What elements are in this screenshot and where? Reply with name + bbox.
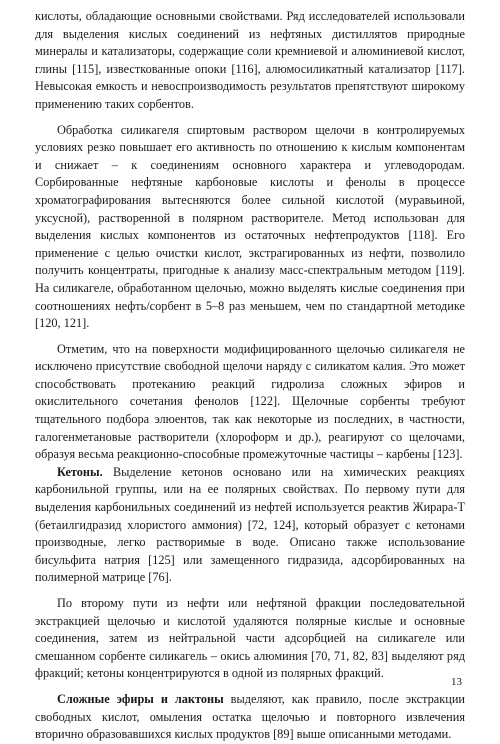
paragraph-text: выделяют, как правило, после экстракции свободных кислот, омыления остатка щелочью и повторного извлечения вторично образовавшихся кислых продуктов [89] выше описанными методами. [35, 691, 465, 742]
paragraph-second-path [35, 595, 465, 683]
paragraph-text: кислоты, обладающие основными свойствами. Ряд исследователей использовали для выделения кислых соединений из нефтяных дистиллятов природные минералы и катализаторы, содержащие соли кремниевой и алюминиевой кислот, глины [115], известкованные опоки [116], алюмосиликатный катализатор [117]. Невысокая емкость и невоспроизводимость результатов препятствуют широкому применению таких сорбентов. [35, 9, 465, 111]
paragraph-alkali-note [35, 341, 465, 464]
paragraph-text: Отметим, что на поверхности модифицированного щелочью силикагеля не исключено присутствие свободной щелочи наряду с силикатом калия. Это может способствовать протеканию реакций гидролиза сложных эфиров и окислительного сочетания фенолов [122]. Щелочные сорбенты требуют тщательного подбора элюентов, так как некоторые из последних, в частности, галогенметановые растворители (хлороформ и др.), реагируют со щелочами, образуя весьма реакционно-способные промежуточные частицы – карбены [123]. [35, 341, 465, 462]
paragraph-ketones [35, 464, 465, 587]
paragraph-silica-treatment [35, 122, 465, 333]
paragraph-continuation [35, 8, 465, 114]
paragraph-text: Обработка силикагеля спиртовым раствором щелочи в контролируемых условиях резко повышает его активность по отношению к кислым компонентам и снижает – к соединениям основного характера и углеводородам. Сорбированные нефтяные карбоновые кислоты и фенолы в процессе хроматографирования вытесняются более сильной кислотой (муравьиной, уксусной), растворенной в полярном растворителе. Метод использован для выделения кислых компонентов из остаточных нефтепродуктов [118]. Его применение с целью очистки кислот, экстрагированных из нефти, позволило получить концентраты, пригодные к анализу масс-спектральным методом [119]. На силикагеле, обработанном щелочью, можно выделять кислые соединения при соотношениях нефть/сорбент в 5–8 раз меньшем, чем по стандартной методике [120, 121]. [35, 122, 465, 331]
page-number: 13 [451, 676, 462, 688]
paragraph-text: Выделение кетонов основано или на химических реакциях карбонильной группы, или на ее полярных свойствах. По первому пути для выделения карбонильных соединений из нефтей используется реактив Жирара-Т (бетаилгидразид хлористого аммония) [72, 124], который образует с кетонами производные, легко растворимые в воде. Описано также использование бисульфита натрия [125] или замещенного гидразида, адсорбированных на полимерной матрице [76]. [35, 464, 465, 585]
paragraph-text: По второму пути из нефти или нефтяной фракции последовательной экстракцией щелочью и кислотой удаляются полярные кислые и основные соединения, затем из нейтральной части адсорбцией на силикагеле или смешанном сорбенте силикагель – окись алюминия [70, 71, 82, 83] выделяют ряд фракций; кетоны концентрируются в одной из полярных фракций. [35, 596, 465, 681]
paragraph-esters-lactones [35, 691, 465, 744]
section-heading-ketones: Кетоны. [57, 464, 103, 479]
section-heading-esters: Сложные эфиры и лактоны [57, 691, 224, 706]
